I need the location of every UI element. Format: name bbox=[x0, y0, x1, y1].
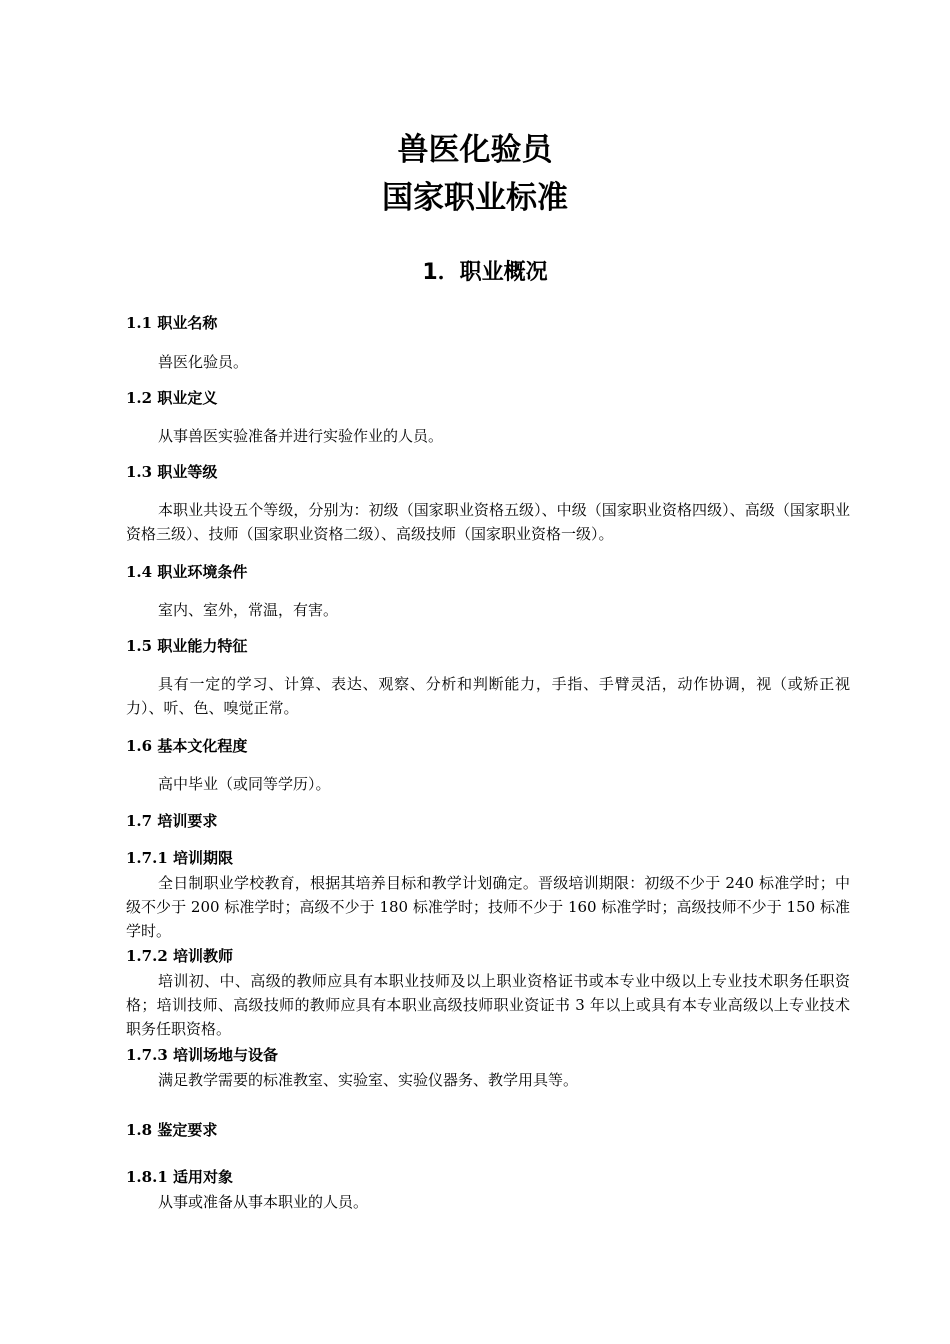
document-title-line2: 国家职业标准 bbox=[382, 180, 568, 216]
section-text-1-5: 具有一定的学习、计算、表达、观察、分析和判断能力，手指、手臂灵活，动作协调，视（或矫正视力）、听、色、嗅觉正常。 bbox=[126, 675, 850, 717]
chapter-title: 1．职业概况 bbox=[422, 260, 548, 285]
section-heading-1-6: 1.6 基本文化程度 bbox=[126, 737, 248, 755]
section-text-1-3: 本职业共设五个等级，分别为：初级（国家职业资格五级）、中级（国家职业资格四级）、高级（国家职业资格三级）、技师（国家职业资格二级）、高级技师（国家职业资格一级）。 bbox=[126, 501, 850, 543]
section-text-1-7-1: 全日制职业学校教育，根据其培养目标和教学计划确定。晋级培训期限：初级不少于 240 标准学时；中级不少于 200 标准学时；高级不少于 180 标准学时；技师不少于 160 标准学时；高级技师不少于 150 标准学时。 bbox=[126, 874, 850, 940]
section-text-1-8-1: 从事或准备从事本职业的人员。 bbox=[158, 1193, 369, 1211]
section-heading-1-5: 1.5 职业能力特征 bbox=[126, 637, 248, 655]
section-heading-1-7: 1.7 培训要求 bbox=[126, 812, 218, 830]
section-heading-1-7-1: 1.7.1 培训期限 bbox=[126, 849, 233, 867]
section-text-1-7-3: 满足教学需要的标准教室、实验室、实验仪器务、教学用具等。 bbox=[158, 1071, 579, 1089]
section-heading-1-1: 1.1 职业名称 bbox=[126, 314, 218, 332]
section-text-1-4: 室内、室外，常温，有害。 bbox=[158, 601, 339, 619]
section-heading-1-8: 1.8 鉴定要求 bbox=[126, 1121, 218, 1139]
section-text-1-7-2: 培训初、中、高级的教师应具有本职业技师及以上职业资格证书或本专业中级以上专业技术职务任职资格；培训技师、高级技师的教师应具有本职业高级技师职业资证书 3 年以上或具有本专业高级以上专业技术职务任职资格。 bbox=[126, 972, 850, 1038]
section-text-1-2: 从事兽医实验准备并进行实验作业的人员。 bbox=[158, 427, 444, 445]
section-text-1-6: 高中毕业（或同等学历）。 bbox=[158, 775, 331, 793]
section-heading-1-7-3: 1.7.3 培训场地与设备 bbox=[126, 1046, 278, 1064]
section-heading-1-7-2: 1.7.2 培训教师 bbox=[126, 947, 233, 965]
document-title-line1: 兽医化验员 bbox=[397, 132, 553, 168]
section-heading-1-4: 1.4 职业环境条件 bbox=[126, 563, 248, 581]
section-heading-1-8-1: 1.8.1 适用对象 bbox=[126, 1168, 233, 1186]
section-heading-1-3: 1.3 职业等级 bbox=[126, 463, 218, 481]
section-heading-1-2: 1.2 职业定义 bbox=[126, 389, 218, 407]
section-text-1-1: 兽医化验员。 bbox=[158, 353, 249, 371]
